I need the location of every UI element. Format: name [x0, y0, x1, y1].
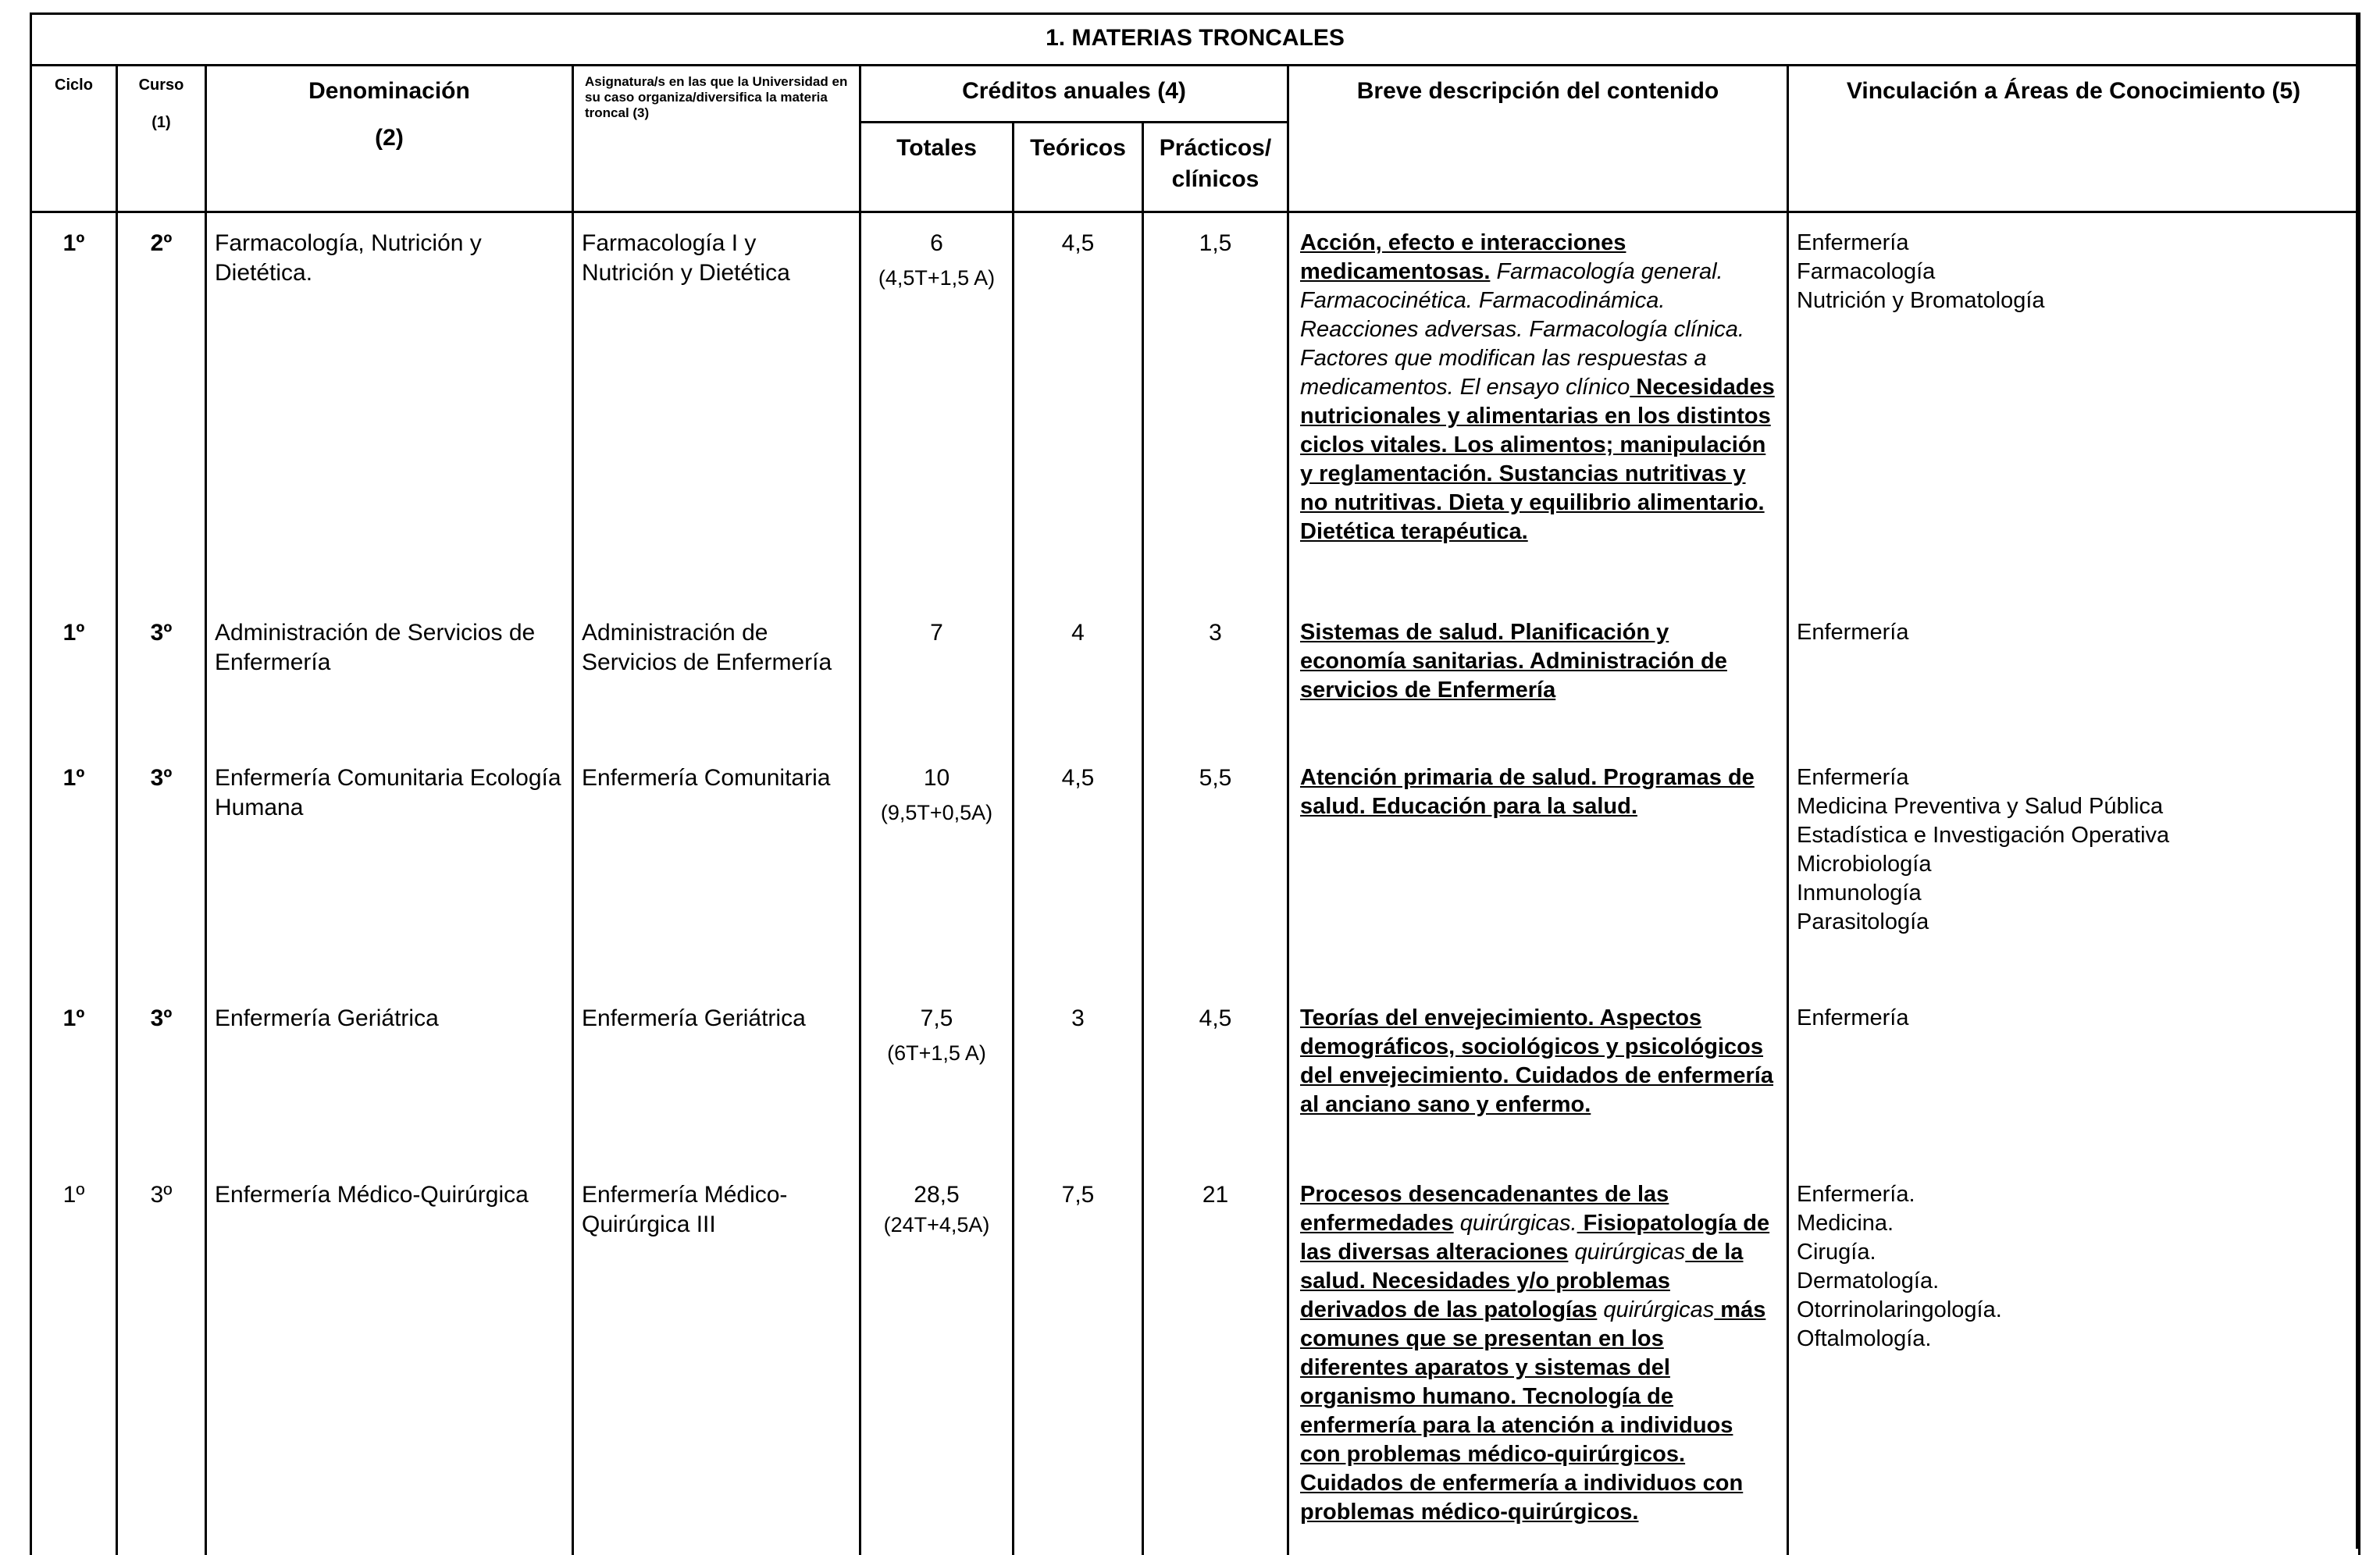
cell-curso: 3º — [117, 603, 206, 748]
totales-value: 7,5 — [920, 1005, 953, 1031]
table-row — [31, 748, 2360, 988]
area-item: Otorrinolaringología. — [1797, 1297, 2002, 1322]
header-teoricos: Teóricos — [1014, 123, 1143, 212]
area-item: Cirugía. — [1797, 1239, 1876, 1265]
cell-curso: 2º — [117, 212, 206, 603]
cell-vinculacion — [1788, 212, 2360, 603]
totales-detail: (24T+4,5A) — [883, 1212, 990, 1237]
cell-totales — [860, 603, 1014, 748]
cell-curso: 3º — [117, 1165, 206, 1555]
area-item: Enfermería — [1797, 764, 1909, 790]
area-item: Medicina Preventiva y Salud Pública — [1797, 793, 2164, 819]
totales-detail: (9,5T+0,5A) — [880, 800, 993, 824]
cell-asignaturas: Enfermería Médico-Quirúrgica III — [573, 1165, 860, 1555]
desc-part: Sistemas de salud. Planificación y economía sanitarias. Administración de servicios de Enfermería — [1300, 619, 1727, 703]
cell-practicos: 21 — [1143, 1165, 1288, 1555]
cell-totales — [860, 988, 1014, 1165]
header-creditos: Créditos anuales (4) — [860, 66, 1288, 123]
totales-detail: (4,5T+1,5 A) — [878, 266, 996, 290]
header-totales: Totales — [860, 123, 1014, 212]
cell-asignaturas: Enfermería Comunitaria — [573, 748, 860, 988]
area-item: Oftalmología. — [1797, 1325, 1932, 1351]
cell-descripcion — [1288, 988, 1788, 1165]
header-asignaturas: Asignatura/s en las que la Universidad en su caso organiza/diversifica la materia troncal (3) — [573, 66, 860, 212]
cell-descripcion — [1288, 603, 1788, 748]
desc-part: quirúrgicas — [1568, 1239, 1686, 1265]
cell-asignaturas: Enfermería Geriátrica — [573, 988, 860, 1165]
header-ciclo — [31, 66, 117, 212]
cell-ciclo: 1º — [31, 988, 117, 1165]
cell-asignaturas: Administración de Servicios de Enfermería — [573, 603, 860, 748]
desc-part: Atención primaria de salud. Programas de salud. Educación para la salud. — [1300, 764, 1755, 819]
table-row — [31, 988, 2360, 1165]
table-title: 1. MATERIAS TRONCALES — [31, 12, 2360, 66]
cell-teoricos: 4,5 — [1014, 212, 1143, 603]
table-row — [31, 212, 2360, 603]
cell-denominacion: Administración de Servicios de Enfermería — [206, 603, 573, 748]
totales-value: 7 — [930, 619, 943, 646]
cell-descripcion — [1288, 212, 1788, 603]
area-item: Inmunología — [1797, 880, 1922, 906]
area-item: Farmacología — [1797, 259, 1936, 284]
materias-troncales-table — [30, 12, 2360, 1555]
cell-denominacion: Enfermería Médico-Quirúrgica — [206, 1165, 573, 1555]
totales-value: 28,5 — [914, 1181, 960, 1208]
header-practicos: Prácticos/ clínicos — [1143, 123, 1288, 212]
desc-part: Procesos desencadenantes de las enfermedades — [1300, 1181, 1669, 1236]
header-vinculacion: Vinculación a Áreas de Conocimiento (5) — [1788, 66, 2360, 212]
cell-denominacion: Enfermería Geriátrica — [206, 988, 573, 1165]
header-curso-note: (1) — [151, 114, 171, 131]
header-descripcion: Breve descripción del contenido — [1288, 66, 1788, 212]
cell-curso: 3º — [117, 748, 206, 988]
cell-asignaturas: Farmacología I y Nutrición y Dietética — [573, 212, 860, 603]
desc-part: quirúrgicas — [1597, 1297, 1715, 1322]
cell-vinculacion — [1788, 603, 2360, 748]
cell-practicos: 1,5 — [1143, 212, 1288, 603]
cell-curso: 3º — [117, 988, 206, 1165]
cell-descripcion — [1288, 1165, 1788, 1555]
desc-part: Fisiopatología de las diversas alteraciones — [1300, 1210, 1770, 1265]
header-denominacion-label: Denominación — [308, 78, 470, 104]
cell-denominacion: Farmacología, Nutrición y Dietética. — [206, 212, 573, 603]
desc-part: Necesidades nutricionales y alimentarias en los distintos ciclos vitales. Los alimentos; manipulación y reglamentación. Sustancias nutritivas y no nutritivas. Dieta y equilibrio alimentario. Dietética terapéutica. — [1300, 375, 1775, 544]
cell-ciclo: 1º — [31, 748, 117, 988]
cell-teoricos: 4,5 — [1014, 748, 1143, 988]
totales-value: 10 — [923, 764, 950, 791]
cell-vinculacion — [1788, 1165, 2360, 1555]
cell-teoricos: 3 — [1014, 988, 1143, 1165]
area-item: Dermatología. — [1797, 1268, 1940, 1293]
area-item: Enfermería — [1797, 230, 1909, 255]
totales-value: 6 — [930, 230, 943, 256]
header-denominacion-note: (2) — [375, 125, 404, 151]
area-item: Nutrición y Bromatología — [1797, 288, 2045, 313]
header-curso-label: Curso — [138, 77, 184, 94]
cell-teoricos: 7,5 — [1014, 1165, 1143, 1555]
totales-detail: (6T+1,5 A) — [887, 1041, 986, 1065]
cell-descripcion — [1288, 748, 1788, 988]
area-item: Parasitología — [1797, 909, 1929, 934]
area-item: Estadística e Investigación Operativa — [1797, 822, 2170, 848]
cell-ciclo: 1º — [31, 1165, 117, 1555]
desc-part: de la salud. Necesidades y/o problemas derivados de las patologías — [1300, 1239, 1744, 1322]
desc-part: Teorías del envejecimiento. Aspectos demográficos, sociológicos y psicológicos del envejecimiento. Cuidados de enfermería al anciano sano y enfermo. — [1300, 1005, 1773, 1117]
header-ciclo-label: Ciclo — [55, 77, 93, 94]
area-item: Enfermería. — [1797, 1181, 1915, 1207]
cell-denominacion: Enfermería Comunitaria Ecología Humana — [206, 748, 573, 988]
cell-totales — [860, 748, 1014, 988]
header-curso — [117, 66, 206, 212]
cell-practicos: 4,5 — [1143, 988, 1288, 1165]
cell-totales — [860, 212, 1014, 603]
desc-part: Farmacología general. Farmacocinética. Farmacodinámica. Reacciones adversas. Farmacología clínica. Factores que modifican las respuestas a medicamentos. El ensayo clínico — [1300, 259, 1744, 400]
cell-practicos: 3 — [1143, 603, 1288, 748]
cell-ciclo: 1º — [31, 212, 117, 603]
cell-totales — [860, 1165, 1014, 1555]
cell-vinculacion — [1788, 988, 2360, 1165]
desc-part: Acción, efecto e interacciones medicamentosas. — [1300, 230, 1626, 284]
cell-teoricos: 4 — [1014, 603, 1143, 748]
area-item: Medicina. — [1797, 1210, 1894, 1236]
table-row — [31, 1165, 2360, 1555]
cell-practicos: 5,5 — [1143, 748, 1288, 988]
cell-ciclo: 1º — [31, 603, 117, 748]
header-denominacion — [206, 66, 573, 212]
desc-part: más comunes que se presentan en los diferentes aparatos y sistemas del organismo humano. Tecnología de enfermería para la atención a individuos con problemas médico-quirúrgicos. Cuidados de enfermería a individuos con problemas médico-quirúrgicos. — [1300, 1297, 1766, 1525]
cell-vinculacion — [1788, 748, 2360, 988]
area-item: Enfermería — [1797, 1005, 1909, 1030]
area-item: Microbiología — [1797, 851, 1932, 877]
desc-part: quirúrgicas. — [1453, 1210, 1577, 1236]
area-item: Enfermería — [1797, 619, 1909, 645]
table-row — [31, 603, 2360, 748]
